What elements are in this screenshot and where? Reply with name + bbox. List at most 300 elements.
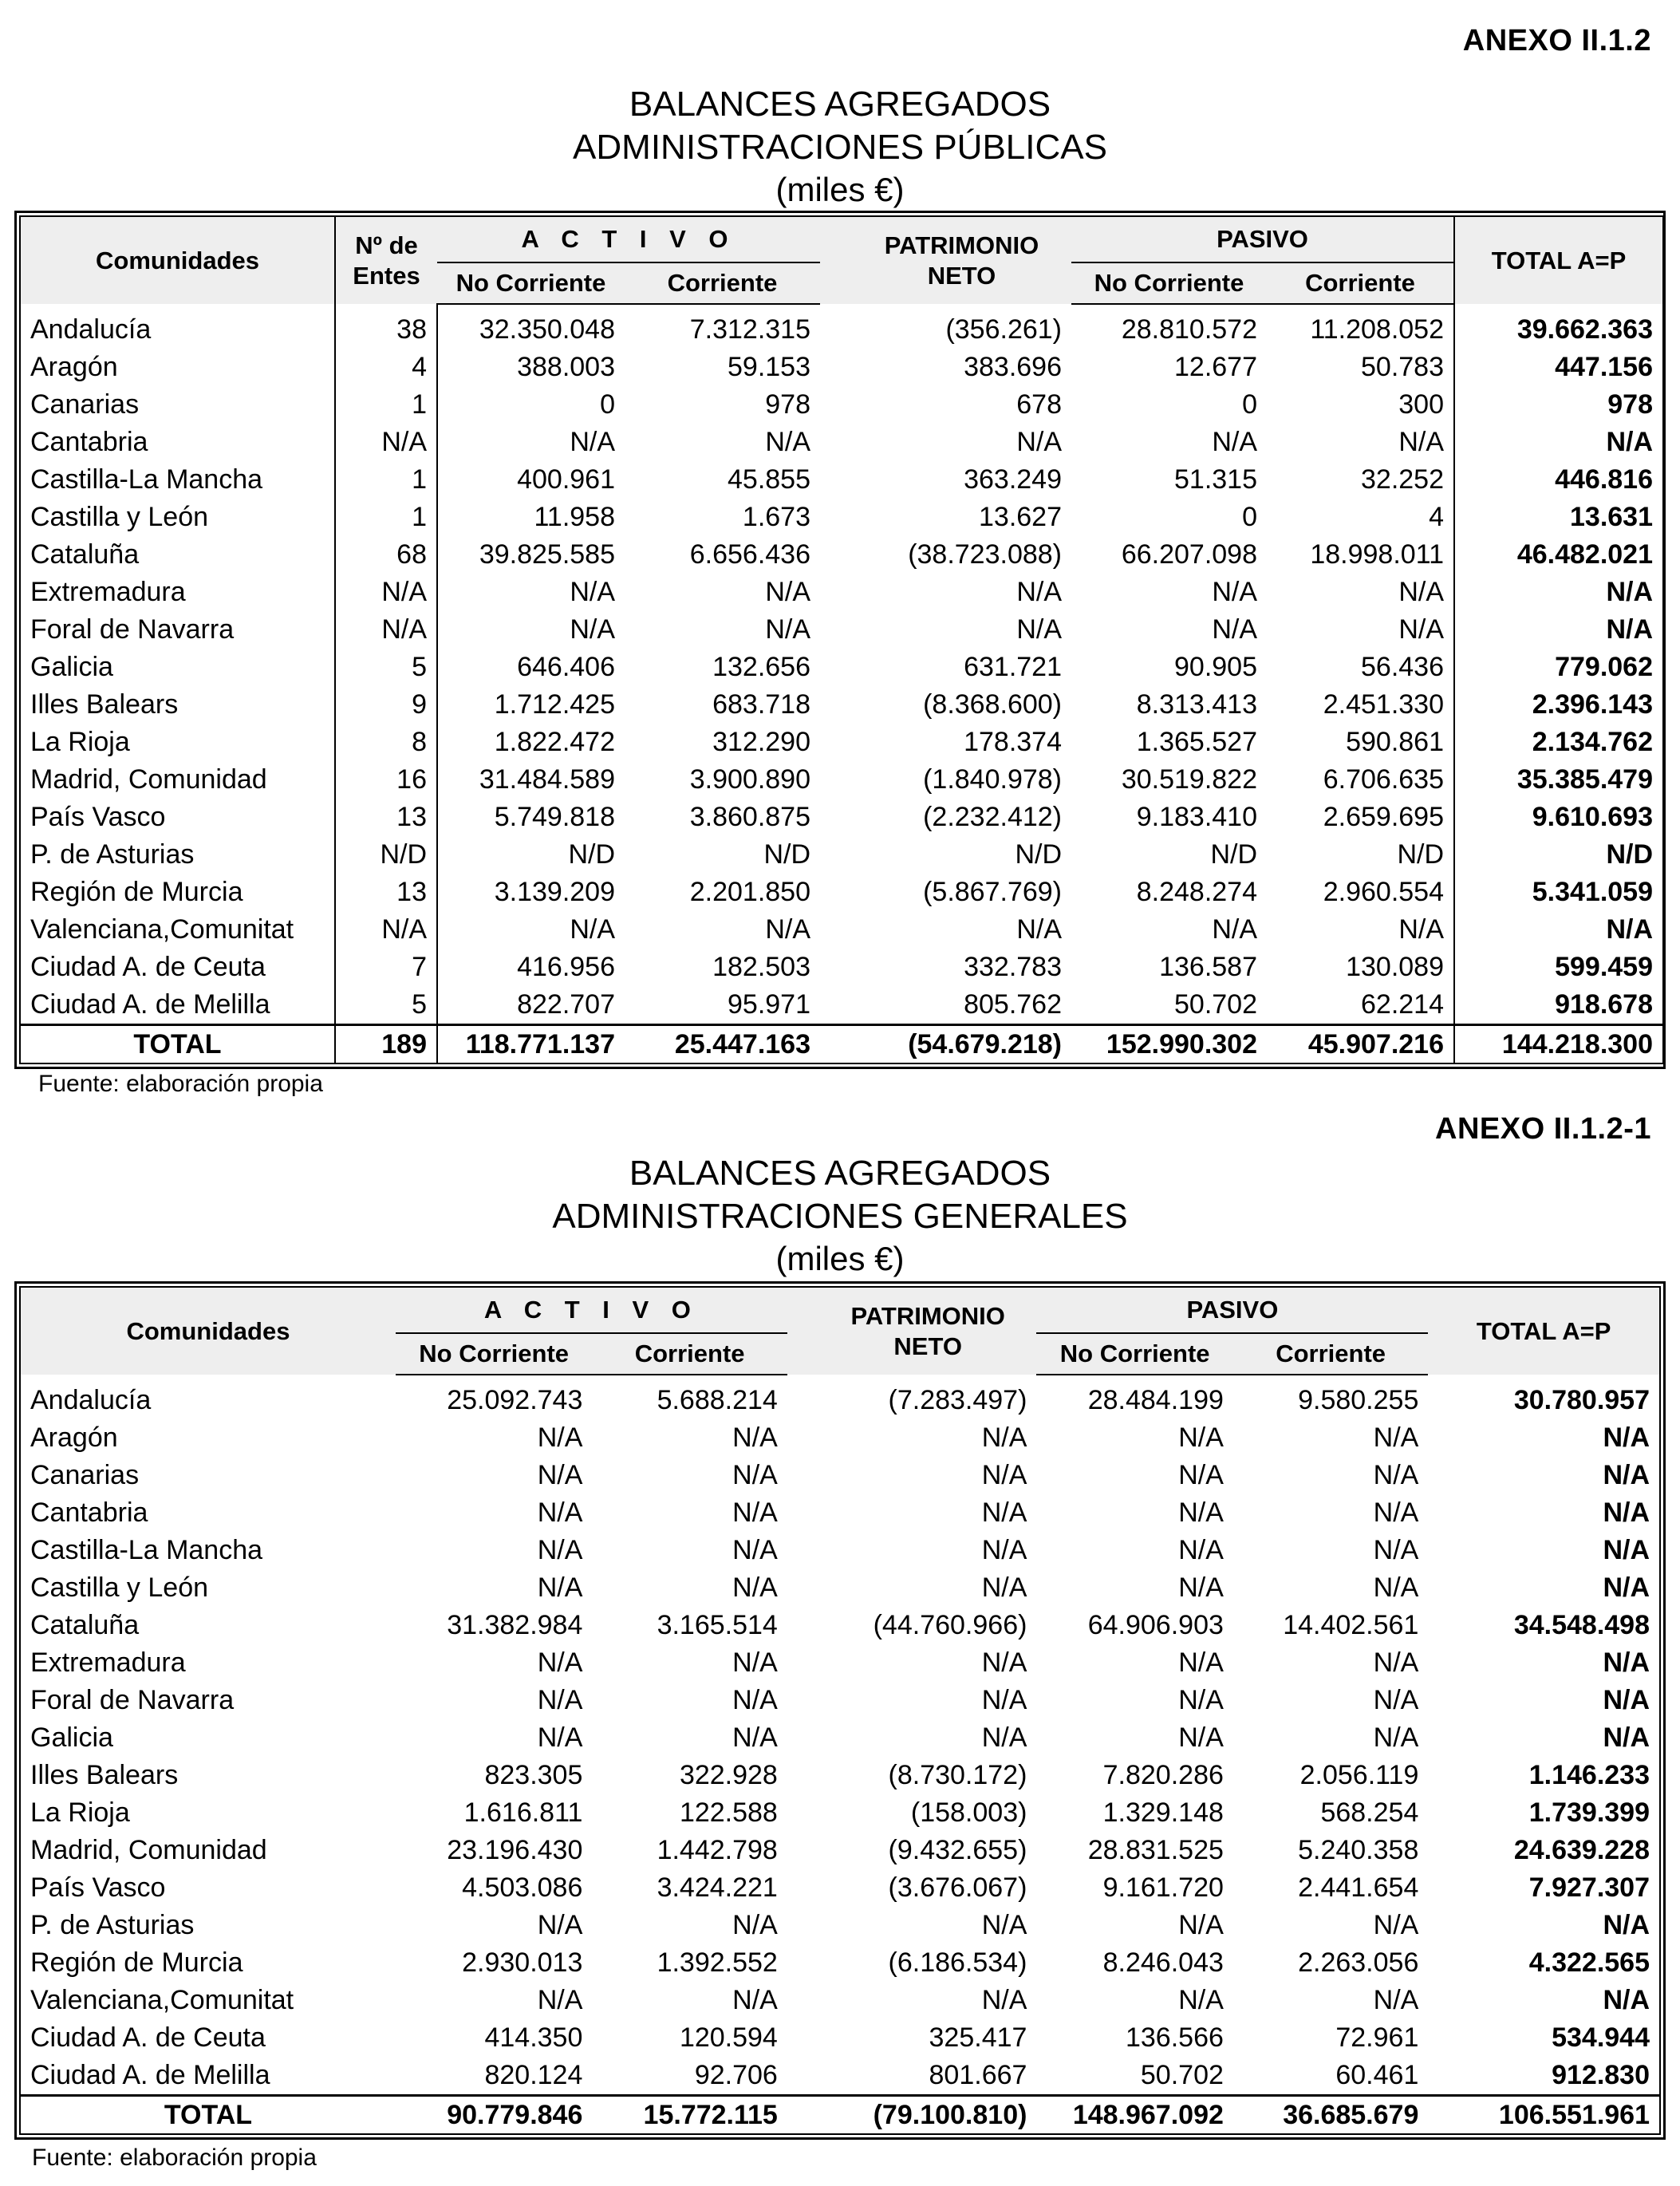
column-gap bbox=[820, 349, 852, 386]
value-cell: N/A bbox=[437, 911, 625, 949]
value-cell: N/A bbox=[1178, 1422, 1224, 1453]
column-gap bbox=[787, 1419, 819, 1457]
total-cell: 7.927.307 bbox=[1528, 1872, 1650, 1903]
column-gap bbox=[787, 1944, 819, 1982]
value-cell: 5.749.818 bbox=[437, 799, 625, 836]
column-gap bbox=[787, 1494, 819, 1532]
row-label: Cantabria bbox=[30, 427, 148, 457]
value-cell: 28.484.199 bbox=[1087, 1385, 1224, 1415]
value-cell: 325.417 bbox=[929, 2022, 1027, 2053]
column-gap bbox=[787, 1569, 819, 1607]
row-label: La Rioja bbox=[30, 1797, 130, 1828]
value-cell: 118.771.137 bbox=[437, 1025, 625, 1064]
column-gap bbox=[787, 1907, 819, 1944]
column-gap bbox=[787, 1457, 819, 1494]
value-cell: N/A bbox=[537, 1722, 583, 1753]
table-row bbox=[20, 1457, 1660, 1494]
value-cell: N/A bbox=[537, 1647, 583, 1678]
header-gap bbox=[820, 216, 852, 304]
column-gap bbox=[820, 304, 852, 349]
value-cell: (158.003) bbox=[910, 1797, 1027, 1828]
row-label: Ciudad A. de Ceuta bbox=[30, 952, 266, 982]
total-cell: 106.551.961 bbox=[1428, 2096, 1660, 2135]
column-gap bbox=[787, 1832, 819, 1869]
value-cell: 0 bbox=[1242, 502, 1257, 532]
table-row bbox=[20, 349, 1663, 386]
value-cell: N/A bbox=[1212, 914, 1257, 945]
total-cell: N/A bbox=[1603, 1572, 1650, 1603]
value-cell: N/A bbox=[732, 1722, 778, 1753]
table-1-body bbox=[20, 304, 1663, 1063]
column-gap bbox=[820, 986, 852, 1025]
value-cell: 4 bbox=[335, 349, 437, 386]
value-cell: N/A bbox=[981, 1422, 1027, 1453]
value-cell: 3.424.221 bbox=[657, 1872, 778, 1903]
value-cell: 50.783 bbox=[1361, 352, 1444, 382]
value-cell: (38.723.088) bbox=[908, 539, 1062, 570]
total-cell: N/A bbox=[1603, 1722, 1650, 1753]
value-cell: N/A bbox=[1178, 1722, 1224, 1753]
value-cell: 60.461 bbox=[1335, 2060, 1419, 2090]
value-cell: N/A bbox=[765, 577, 810, 607]
value-cell: 68 bbox=[335, 536, 437, 574]
value-cell: 7 bbox=[335, 949, 437, 986]
value-cell: N/A bbox=[981, 1535, 1027, 1565]
column-gap bbox=[787, 2057, 819, 2096]
row-label: Foral de Navarra bbox=[30, 614, 235, 645]
total-cell: N/A bbox=[1603, 1910, 1650, 1940]
column-gap bbox=[820, 686, 852, 724]
value-cell: 363.249 bbox=[964, 464, 1062, 495]
value-cell: 978 bbox=[765, 389, 810, 420]
row-label: Castilla-La Mancha bbox=[30, 464, 263, 495]
row-label: Andalucía bbox=[30, 1384, 152, 1415]
value-cell: N/A bbox=[1212, 614, 1257, 645]
value-cell: 6.706.635 bbox=[1323, 764, 1444, 795]
value-cell: 122.588 bbox=[679, 1797, 778, 1828]
value-cell: N/A bbox=[981, 1985, 1027, 2015]
value-cell: N/A bbox=[981, 1572, 1027, 1603]
header-pasivo-corriente: Corriente bbox=[1267, 262, 1454, 304]
header-total: TOTAL A=P bbox=[1428, 1287, 1660, 1375]
value-cell: 3.139.209 bbox=[437, 874, 625, 911]
value-cell: 120.594 bbox=[679, 2022, 778, 2053]
value-cell: 14.402.561 bbox=[1283, 1610, 1419, 1640]
value-cell: N/A bbox=[1398, 577, 1444, 607]
column-gap bbox=[787, 1607, 819, 1644]
value-cell: 9.161.720 bbox=[1102, 1872, 1224, 1903]
value-cell: 322.928 bbox=[679, 1760, 778, 1790]
table-row bbox=[20, 1569, 1660, 1607]
value-cell: 416.956 bbox=[437, 949, 625, 986]
value-cell: N/A bbox=[732, 1497, 778, 1528]
value-cell: N/A bbox=[765, 614, 810, 645]
value-cell: 2.930.013 bbox=[462, 1947, 583, 1978]
value-cell: 0 bbox=[1242, 389, 1257, 420]
value-cell: 136.587 bbox=[1159, 952, 1257, 982]
total-cell: 446.816 bbox=[1454, 461, 1663, 499]
value-cell: 31.484.589 bbox=[437, 761, 625, 799]
column-gap bbox=[787, 1375, 819, 1419]
header-patrimonio-neto: PATRIMONIO NETO bbox=[819, 1287, 1037, 1375]
table-row bbox=[20, 1682, 1660, 1719]
value-cell: N/A bbox=[537, 1572, 583, 1603]
units-label: (miles €) bbox=[775, 171, 905, 208]
value-cell: N/A bbox=[1398, 614, 1444, 645]
table-row bbox=[20, 1832, 1660, 1869]
value-cell: 332.783 bbox=[964, 952, 1062, 982]
total-cell: 34.548.498 bbox=[1513, 1610, 1650, 1640]
value-cell: 5.688.214 bbox=[657, 1385, 778, 1415]
row-label: Cantabria bbox=[30, 1497, 148, 1528]
value-cell: 30.519.822 bbox=[1121, 764, 1257, 795]
value-cell: 1.392.552 bbox=[657, 1947, 778, 1978]
value-cell: 1.329.148 bbox=[1102, 1797, 1224, 1828]
row-label: Extremadura bbox=[30, 577, 186, 607]
header-pasivo-no-corriente: No Corriente bbox=[1036, 1333, 1232, 1375]
value-cell: 45.855 bbox=[728, 464, 810, 495]
value-cell: N/A bbox=[1016, 577, 1062, 607]
table-row bbox=[20, 1907, 1660, 1944]
column-gap bbox=[820, 386, 852, 424]
value-cell: N/A bbox=[1373, 1985, 1419, 2015]
row-label: Madrid, Comunidad bbox=[30, 764, 267, 795]
value-cell: 15.772.115 bbox=[592, 2096, 787, 2135]
value-cell: 8 bbox=[335, 724, 437, 761]
value-cell: N/A bbox=[1373, 1910, 1419, 1940]
value-cell: 5.240.358 bbox=[1298, 1835, 1419, 1865]
column-gap bbox=[787, 1644, 819, 1682]
value-cell: 18.998.011 bbox=[1310, 539, 1444, 570]
value-cell: N/A bbox=[1398, 914, 1444, 945]
total-cell: N/A bbox=[1603, 1460, 1650, 1490]
header-activo-corriente: Corriente bbox=[592, 1333, 787, 1375]
value-cell: 9 bbox=[335, 686, 437, 724]
row-label: TOTAL bbox=[20, 2096, 396, 2135]
value-cell: N/A bbox=[765, 427, 810, 457]
header-pasivo: PASIVO bbox=[1036, 1287, 1428, 1333]
value-cell: N/A bbox=[335, 611, 437, 649]
table-row bbox=[20, 949, 1663, 986]
source-note: Fuente: elaboración propia bbox=[38, 1071, 323, 1097]
value-cell: 62.214 bbox=[1361, 989, 1444, 1020]
total-row bbox=[20, 2096, 1660, 2135]
balance-table-2-frame bbox=[14, 1281, 1666, 2140]
row-label: Foral de Navarra bbox=[30, 1685, 235, 1715]
total-cell: 1.739.399 bbox=[1528, 1797, 1650, 1828]
column-gap bbox=[820, 836, 852, 874]
total-row bbox=[20, 1025, 1663, 1064]
table-row bbox=[20, 1494, 1660, 1532]
column-gap bbox=[787, 2019, 819, 2057]
value-cell: 32.350.048 bbox=[437, 304, 625, 349]
total-cell: 2.134.762 bbox=[1454, 724, 1663, 761]
value-cell: N/A bbox=[1178, 1647, 1224, 1678]
value-cell: N/A bbox=[437, 611, 625, 649]
value-cell: 31.382.984 bbox=[447, 1610, 583, 1640]
value-cell: N/A bbox=[335, 574, 437, 611]
value-cell: N/A bbox=[1373, 1647, 1419, 1678]
value-cell: 13 bbox=[335, 874, 437, 911]
header-activo-no-corriente: No Corriente bbox=[396, 1333, 592, 1375]
value-cell: 1.616.811 bbox=[463, 1797, 583, 1828]
value-cell: 5 bbox=[335, 986, 437, 1025]
row-label: Valenciana,Comunitat bbox=[30, 1985, 294, 2015]
total-cell: 978 bbox=[1454, 386, 1663, 424]
value-cell: N/D bbox=[1015, 839, 1062, 870]
value-cell: N/A bbox=[335, 424, 437, 461]
column-gap bbox=[820, 461, 852, 499]
column-gap bbox=[820, 424, 852, 461]
units-label: (miles €) bbox=[775, 1240, 905, 1277]
header-activo: A C T I V O bbox=[396, 1287, 787, 1333]
table-row bbox=[20, 499, 1663, 536]
header-total: TOTAL A=P bbox=[1454, 216, 1663, 304]
value-cell: 90.779.846 bbox=[396, 2096, 592, 2135]
row-label: País Vasco bbox=[30, 802, 166, 832]
value-cell: N/A bbox=[437, 424, 625, 461]
table-row bbox=[20, 1375, 1660, 1419]
total-cell: 2.396.143 bbox=[1454, 686, 1663, 724]
table-row bbox=[20, 761, 1663, 799]
total-cell: 779.062 bbox=[1454, 649, 1663, 686]
row-label: Andalucía bbox=[30, 314, 152, 345]
row-label: Ciudad A. de Melilla bbox=[30, 2060, 270, 2090]
value-cell: (6.186.534) bbox=[888, 1947, 1027, 1978]
value-cell: 5 bbox=[335, 649, 437, 686]
value-cell: 178.374 bbox=[964, 727, 1062, 757]
value-cell: 45.907.216 bbox=[1267, 1025, 1454, 1064]
table-row bbox=[20, 911, 1663, 949]
value-cell: 414.350 bbox=[484, 2022, 583, 2053]
row-label: Región de Murcia bbox=[30, 1947, 243, 1978]
value-cell: N/D bbox=[335, 836, 437, 874]
total-cell: N/A bbox=[1603, 1647, 1650, 1678]
value-cell: 1.712.425 bbox=[437, 686, 625, 724]
total-cell: 918.678 bbox=[1454, 986, 1663, 1025]
table-row bbox=[20, 724, 1663, 761]
row-label: Aragón bbox=[30, 1422, 118, 1453]
total-cell: 24.639.228 bbox=[1513, 1835, 1650, 1865]
table-row bbox=[20, 1869, 1660, 1907]
header-activo-no-corriente: No Corriente bbox=[437, 262, 625, 304]
value-cell: 59.153 bbox=[728, 352, 810, 382]
value-cell: N/D bbox=[1210, 839, 1257, 870]
section1-titles bbox=[0, 83, 1680, 211]
value-cell: N/A bbox=[537, 1985, 583, 2015]
value-cell: (2.232.412) bbox=[923, 802, 1062, 832]
value-cell: 678 bbox=[1016, 389, 1062, 420]
header-comunidades: Comunidades bbox=[20, 1287, 396, 1375]
value-cell: 823.305 bbox=[484, 1760, 583, 1790]
value-cell: 683.718 bbox=[712, 689, 810, 720]
anexo-label: ANEXO II.1.2 bbox=[1462, 24, 1651, 57]
value-cell: N/A bbox=[732, 1685, 778, 1715]
value-cell: (1.840.978) bbox=[923, 764, 1062, 795]
value-cell: N/A bbox=[732, 1460, 778, 1490]
value-cell: (79.100.810) bbox=[819, 2096, 1037, 2135]
value-cell: N/A bbox=[437, 574, 625, 611]
column-gap bbox=[787, 1869, 819, 1907]
row-label: Illes Balears bbox=[30, 1760, 179, 1790]
value-cell: 2.451.330 bbox=[1323, 689, 1444, 720]
table-row bbox=[20, 1944, 1660, 1982]
value-cell: 7.312.315 bbox=[689, 314, 810, 345]
table-row bbox=[20, 1607, 1660, 1644]
table-row bbox=[20, 1794, 1660, 1832]
column-gap bbox=[787, 1757, 819, 1794]
value-cell: N/A bbox=[732, 1985, 778, 2015]
row-label: P. de Asturias bbox=[30, 1910, 195, 1940]
column-gap bbox=[820, 611, 852, 649]
total-cell: 13.631 bbox=[1454, 499, 1663, 536]
table-row bbox=[20, 874, 1663, 911]
total-cell: N/A bbox=[1454, 424, 1663, 461]
value-cell: 6.656.436 bbox=[689, 539, 810, 570]
column-gap bbox=[787, 1719, 819, 1757]
value-cell: 3.900.890 bbox=[689, 764, 810, 795]
total-cell: N/A bbox=[1603, 1535, 1650, 1565]
value-cell: 28.831.525 bbox=[1087, 1835, 1224, 1865]
column-gap bbox=[820, 1025, 852, 1064]
value-cell: 2.263.056 bbox=[1298, 1947, 1419, 1978]
value-cell: 23.196.430 bbox=[447, 1835, 583, 1865]
table-row bbox=[20, 1532, 1660, 1569]
row-label: País Vasco bbox=[30, 1872, 166, 1903]
value-cell: N/A bbox=[1178, 1497, 1224, 1528]
value-cell: N/A bbox=[732, 1422, 778, 1453]
value-cell: 1.365.527 bbox=[1136, 727, 1257, 757]
value-cell: N/A bbox=[1398, 427, 1444, 457]
column-gap bbox=[787, 1794, 819, 1832]
row-label: P. de Asturias bbox=[30, 839, 195, 870]
row-label: Cataluña bbox=[30, 1610, 140, 1640]
table-row bbox=[20, 2057, 1660, 2096]
value-cell: 36.685.679 bbox=[1233, 2096, 1428, 2135]
table-row bbox=[20, 536, 1663, 574]
value-cell: 130.089 bbox=[1346, 952, 1444, 982]
value-cell: N/A bbox=[1178, 1910, 1224, 1940]
value-cell: (7.283.497) bbox=[888, 1384, 1027, 1415]
row-label: TOTAL bbox=[20, 1025, 335, 1064]
balance-table-2 bbox=[19, 1286, 1661, 2135]
value-cell: N/A bbox=[1016, 427, 1062, 457]
value-cell: 28.810.572 bbox=[1121, 314, 1257, 345]
row-label: Madrid, Comunidad bbox=[30, 1835, 267, 1865]
value-cell: N/A bbox=[1373, 1460, 1419, 1490]
value-cell: 8.246.043 bbox=[1102, 1947, 1224, 1978]
source-note: Fuente: elaboración propia bbox=[32, 2145, 317, 2171]
balance-table-1 bbox=[19, 215, 1664, 1064]
row-label: Aragón bbox=[30, 352, 118, 382]
doc-subtitle: ADMINISTRACIONES GENERALES bbox=[552, 1197, 1128, 1236]
value-cell: N/A bbox=[732, 1535, 778, 1565]
value-cell: 11.958 bbox=[437, 499, 625, 536]
value-cell: 1.673 bbox=[742, 502, 810, 532]
row-label: Galicia bbox=[30, 1722, 113, 1753]
value-cell: 590.861 bbox=[1346, 727, 1444, 757]
value-cell: 388.003 bbox=[437, 349, 625, 386]
value-cell: 9.580.255 bbox=[1298, 1385, 1419, 1415]
table-2-body bbox=[20, 1375, 1660, 2134]
value-cell: 2.441.654 bbox=[1298, 1872, 1419, 1903]
table-row bbox=[20, 1419, 1660, 1457]
anexo-label: ANEXO II.1.2-1 bbox=[1435, 1112, 1651, 1146]
value-cell: N/A bbox=[765, 914, 810, 945]
row-label: Ciudad A. de Ceuta bbox=[30, 2022, 266, 2053]
value-cell: 1 bbox=[335, 386, 437, 424]
value-cell: N/A bbox=[335, 911, 437, 949]
value-cell: 13 bbox=[335, 799, 437, 836]
value-cell: N/A bbox=[981, 1722, 1027, 1753]
value-cell: N/D bbox=[763, 839, 810, 870]
section2-titles bbox=[0, 1152, 1680, 1280]
row-label: Galicia bbox=[30, 652, 113, 682]
column-gap bbox=[820, 949, 852, 986]
value-cell: 820.124 bbox=[484, 2060, 583, 2090]
header-gap bbox=[787, 1287, 819, 1375]
value-cell: N/A bbox=[981, 1497, 1027, 1528]
value-cell: N/A bbox=[981, 1647, 1027, 1678]
total-cell: N/A bbox=[1603, 1422, 1650, 1453]
table-row bbox=[20, 304, 1663, 349]
total-cell: 35.385.479 bbox=[1454, 761, 1663, 799]
value-cell: 66.207.098 bbox=[1121, 539, 1257, 570]
table-row bbox=[20, 424, 1663, 461]
value-cell: N/A bbox=[1178, 1572, 1224, 1603]
row-label: Cataluña bbox=[30, 539, 140, 570]
row-label: Illes Balears bbox=[30, 689, 179, 720]
table-row bbox=[20, 1644, 1660, 1682]
total-cell: N/D bbox=[1454, 836, 1663, 874]
value-cell: N/A bbox=[981, 1910, 1027, 1940]
column-gap bbox=[787, 1982, 819, 2019]
row-label: Canarias bbox=[30, 389, 140, 420]
value-cell: 383.696 bbox=[964, 352, 1062, 382]
table-row bbox=[20, 1719, 1660, 1757]
value-cell: N/A bbox=[537, 1422, 583, 1453]
value-cell: 568.254 bbox=[1320, 1797, 1419, 1828]
value-cell: (54.679.218) bbox=[852, 1025, 1071, 1064]
value-cell: N/A bbox=[1212, 427, 1257, 457]
total-cell: 9.610.693 bbox=[1454, 799, 1663, 836]
value-cell: 11.208.052 bbox=[1310, 314, 1444, 345]
value-cell: 1.822.472 bbox=[437, 724, 625, 761]
value-cell: 9.183.410 bbox=[1136, 802, 1257, 832]
value-cell: 2.201.850 bbox=[689, 877, 810, 907]
header-pasivo-no-corriente: No Corriente bbox=[1071, 262, 1267, 304]
column-gap bbox=[787, 1532, 819, 1569]
column-gap bbox=[820, 649, 852, 686]
column-gap bbox=[820, 499, 852, 536]
table-row bbox=[20, 461, 1663, 499]
total-cell: 534.944 bbox=[1552, 2022, 1650, 2053]
value-cell: 631.721 bbox=[964, 652, 1062, 682]
value-cell: 822.707 bbox=[437, 986, 625, 1025]
value-cell: 50.702 bbox=[1140, 2060, 1224, 2090]
value-cell: N/A bbox=[1373, 1572, 1419, 1603]
total-cell: N/A bbox=[1603, 1985, 1650, 2015]
row-label: Extremadura bbox=[30, 1647, 186, 1678]
value-cell: 13.627 bbox=[979, 502, 1062, 532]
value-cell: 4 bbox=[1429, 502, 1444, 532]
table-row bbox=[20, 836, 1663, 874]
value-cell: 16 bbox=[335, 761, 437, 799]
table-row bbox=[20, 386, 1663, 424]
header-n-entes: Nº de Entes bbox=[335, 216, 437, 304]
total-cell: N/A bbox=[1603, 1685, 1650, 1715]
row-label: Valenciana,Comunitat bbox=[30, 914, 294, 945]
